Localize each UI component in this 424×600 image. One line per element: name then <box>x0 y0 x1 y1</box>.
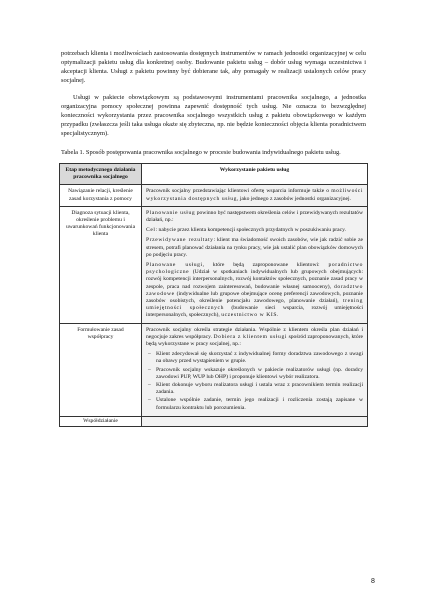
row2-p3-a: Przewidywane rezultaty <box>146 237 214 244</box>
row3-p1-a: Pracownik socjalny określa strategie działania. Wspólnie z klientem określa plan działań i negocjuje zakres współpracy. <box>146 326 363 340</box>
row2-stage: Diagnoza sytuacji klienta, określenie problemu i uwarunkowań funkcjonowania klienta <box>60 206 142 323</box>
row2-p4-d: (Udział w spotkaniach indywidualnych lub grupowych obejmujących: rozwój kompetencji interpersonalnych, rozwój kontaktów społecznych, poznanie zasad pracy w zespole, praca nad rozwojem zainteresowań, budowanie własnej samooceny), <box>146 269 363 290</box>
row2-p4-g: trening umiejętności społecznych <box>146 298 363 312</box>
paragraph-2: Usługi w pakiecie obowiązkowym są podstawowymi instrumentami pracownika socjalnego, a jednostka organizacyjna pomocy społecznej powinna zapewnić dostępność tych usług. Nie oznacza to bezwzględnej konieczności wykorzystania przez pracownika socjalnego wszystkich usług z pakietu obowiązkowego w każdym przypadku (zwłaszcza jeśli taka usługa okaże się zbyteczna, np. nie będzie konieczności objęcia klienta poradnictwem specjalistycznym). <box>61 94 366 137</box>
row2-p4-a: Planowane usługi <box>146 262 203 269</box>
row1-text-c: , jako jednego z zasobów jednostki organizacyjnej. <box>237 195 351 202</box>
row4-stage: Współdziałanie <box>60 416 142 426</box>
row2-p4-c: poradnictwo psychologiczne <box>146 262 363 276</box>
paragraph-1: potrzebach klienta i możliwościach zastosowania dostępnych instrumentów w ramach jednostki organizacyjnej w celu optymalizacji pakietu usług dla konkretnej osoby. Budowanie pakietu usług – dobór usług wymaga uczestnictwa i akceptacji klienta. Usługi z pakietu powinny być dobierane tak, aby pomagały w realizacji ustalonych celów pracy socjalnej. <box>61 50 366 84</box>
row2-p4-f: (indywidualne lub grupowe obejmujące ocenę preferencji zawodowych, poznanie zasobów osobistych, określenie potencjału zawodowego, planowanie działań), <box>146 290 363 305</box>
document-page <box>61 49 366 427</box>
table-row <box>60 206 368 323</box>
row2-p2-b: : nabycie przez klienta kompetencji społecznych przydatnych w poszukiwaniu pracy. <box>155 227 346 234</box>
list-item: – Pracownik socjalny wskazuje określonych w pakiecie realizatorów usługi (np. doradcy zawodowi PUP, WUP lub OHP) i proponuje klientowi wybór realizatora. <box>156 367 363 381</box>
row3-list <box>146 351 363 412</box>
row2-usage <box>142 206 368 323</box>
row2-p1-a: Planowanie usług <box>146 209 196 216</box>
row3-p1-c: spośród zaproponowanych, które będą wykorzystane w pracy socjalnej, np.: <box>146 333 363 348</box>
header-usage: Wykorzystanie pakietu usług <box>142 164 368 185</box>
row2-p4-h: (budowanie sieci wsparcia, rozwój umiejętności interpersonalnych, społecznych), <box>146 305 363 319</box>
row2-p4-b: , które będą zaproponowane klientowi: <box>202 262 329 269</box>
row3-p1-b: Dobiera z klientem usługi <box>213 333 287 340</box>
services-table <box>59 163 368 427</box>
table-row <box>60 416 368 426</box>
table-row <box>60 323 368 416</box>
row4-usage <box>142 416 368 426</box>
row2-p2-a: Cel <box>146 227 156 234</box>
page-number: 8 <box>371 578 375 585</box>
table-header-row <box>60 164 368 185</box>
row3-stage: Formułowanie zasad współpracy <box>60 323 142 416</box>
list-item: – Ustalone wspólnie zadanie, termin jego realizacji i rozliczenia zostają zapisane w formularzu kontraktu lub porozumienia. <box>156 397 363 411</box>
row2-p4-e: doradztwo zawodowe <box>146 283 363 297</box>
row1-usage <box>142 185 368 206</box>
list-item: – Klient dokonuje wyboru realizatora usługi i ustala wraz z pracownikiem termin realizacji zadania. <box>156 382 363 396</box>
row3-usage <box>142 323 368 416</box>
row1-text-b: możliwości wykorzystania dostępnych usług <box>146 188 363 202</box>
list-item: – Klient zdecydował się skorzystać z indywidualnej formy doradztwa zawodowego z uwagi na obawy przed wystąpieniem w grupie. <box>156 351 363 365</box>
header-stage: Etap metodycznego działania pracownika socjalnego <box>60 164 142 185</box>
row1-text-a: Pracownik socjalny przedstawiając klientowi ofertę wsparcia informuje także o <box>146 188 330 195</box>
row2-p3-b: : klient ma świadomość swoich zasobów, wie jak radzić sobie ze stresem, potrafi planować działania na rynku pracy, wie jak ustalić plan obowiązków domowych po podjęciu pracy. <box>146 237 363 258</box>
row2-p4-i: uczestnictwo w KIS <box>221 312 278 319</box>
table-row <box>60 185 368 206</box>
row1-stage: Nawiązanie relacji, kreślenie zasad korzystania z pomocy <box>60 185 142 206</box>
table-caption: Tabela 1. Sposób postępowania pracownika socjalnego w procesie budowania indywidualnego pakietu usług. <box>61 149 341 156</box>
row2-p1-b: powinno być następstwem określenia celów i przewidywanych rezultatów działań, np.: <box>146 209 364 224</box>
row2-p4-j: . <box>277 312 279 319</box>
